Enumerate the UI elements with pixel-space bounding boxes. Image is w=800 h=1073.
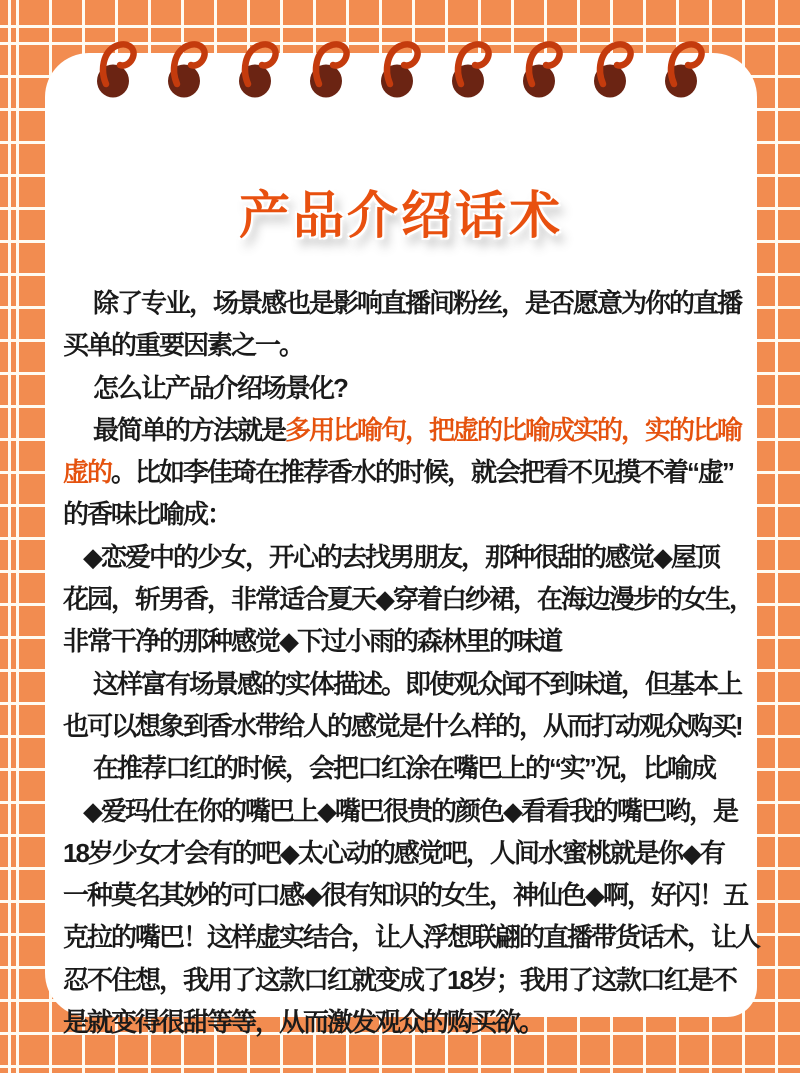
text-line	[63, 1001, 743, 1043]
text-segment: 18岁少女才会有的吧◆太心动的感觉吧，人间水蜜桃就是你◆有	[63, 837, 724, 868]
text-segment: 非常干净的那种感觉◆下过小雨的森林里的味道	[63, 626, 561, 657]
binder-ring-icon	[95, 33, 141, 99]
text-line	[63, 493, 743, 535]
text-line	[63, 451, 743, 493]
text-line	[63, 705, 743, 747]
text-segment: ◆恋爱中的少女，开心的去找男朋友，那种很甜的感觉◆屋顶	[83, 541, 719, 572]
text-segment: 除了专业，场景感也是影响直播间粉丝，是否愿意为你的直播	[93, 288, 742, 318]
text-line	[63, 959, 743, 1001]
text-segment: 最简单的方法就是	[93, 414, 286, 445]
text-segment: 也可以想象到香水带给人的感觉是什么样的，从而打动观众购买!	[63, 710, 742, 741]
text-segment: 在推荐口红的时候，会把口红涂在嘴巴上的“实”况，比喻成	[93, 753, 716, 784]
text-line	[63, 324, 743, 366]
text-segment: 花园，斩男香，非常适合夏天◆穿着白纱裙，在海边漫步的女生，	[63, 584, 753, 615]
page-title: 产品介绍话术	[238, 189, 563, 245]
text-segment: 买单的重要因素之一。	[63, 330, 304, 361]
binder-ring-icon	[450, 33, 496, 99]
text-line	[63, 790, 743, 832]
binder-ring-icon	[237, 33, 283, 99]
binder-ring-icon	[166, 33, 212, 99]
text-line	[63, 282, 743, 324]
text-segment: 这样富有场景感的实体描述。即使观众闻不到味道，但基本上	[93, 668, 742, 699]
text-segment: 忍不住想，我用了这款口红就变成了18岁；我用了这款口红是不	[63, 964, 736, 995]
text-segment: 的香味比喻成：	[63, 499, 232, 530]
text-line	[63, 578, 753, 620]
text-segment: 怎么让产品介绍场景化?	[93, 372, 347, 403]
binder-ring-icon	[592, 33, 638, 99]
text-segment: 克拉的嘴巴！这样虚实结合，让人浮想联翩的直播带货话术，让人	[63, 922, 760, 953]
text-line	[63, 916, 760, 958]
text-line	[63, 367, 743, 409]
text-segment: 一种莫名其妙的可口感◆很有知识的女生，神仙色◆啊，好闪！五	[63, 880, 747, 911]
text-segment: 。比如李佳琦在推荐香水的时候，就会把看不见摸不着“虚”	[111, 457, 734, 488]
body-text	[63, 282, 760, 1043]
text-line	[63, 832, 743, 874]
text-segment: ◆爱玛仕在你的嘴巴上◆嘴巴很贵的颜色◆看看我的嘴巴哟，是	[83, 795, 737, 826]
binder-ring-icon	[308, 33, 354, 99]
text-line	[63, 663, 743, 705]
binder-ring-icon	[663, 33, 709, 99]
text-segment: 多用比喻句，把虚的比喻成实的，实的比喻	[285, 414, 742, 445]
note-card	[45, 53, 760, 1038]
text-line	[63, 747, 743, 789]
binder-rings	[0, 0, 800, 110]
text-segment: 虚的	[63, 457, 112, 488]
text-line	[63, 409, 743, 451]
text-line	[63, 874, 747, 916]
text-line	[63, 620, 743, 662]
text-segment: 是就变得很甜等等，从而激发观众的购买欲。	[63, 1007, 544, 1038]
binder-ring-icon	[379, 33, 425, 99]
binder-ring-icon	[521, 33, 567, 99]
text-line	[63, 536, 743, 578]
